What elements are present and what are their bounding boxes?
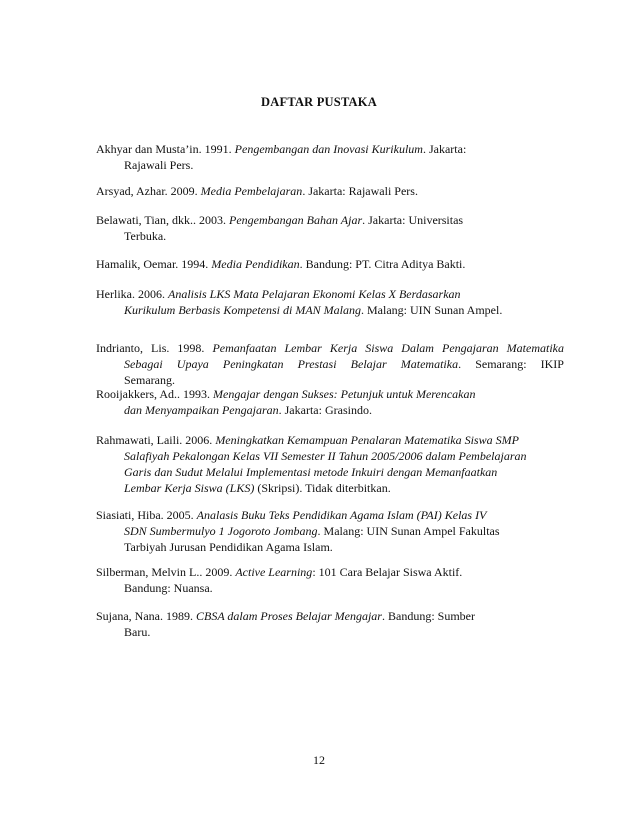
reference-entry: Herlika. 2006. Analisis LKS Mata Pelajaran Ekonomi Kelas X Berdasarkan Kurikulum Berbasis Kompetensi di MAN Malang. Malang: UIN Sunan Ampel. [96,287,503,317]
reference-entry: Belawati, Tian, dkk.. 2003. Pengembangan Bahan Ajar. Jakarta: Universitas Terbuka. [96,213,464,243]
reference-entry: Rahmawati, Laili. 2006. Meningkatkan Kemampuan Penalaran Matematika Siswa SMP Salafiyah Pekalongan Kelas VII Semester II Tahun 2005/2006 dalam Pembelajaran Garis dan Sudut Melalui Implementasi metode Inkuiri dengan Memanfaatkan Lembar Kerja Siswa (LKS) (Skripsi). Tidak diterbitkan. [96,433,527,495]
page-title: DAFTAR PUSTAKA [261,95,377,109]
reference-entry: Hamalik, Oemar. 1994. Media Pendidikan. Bandung: PT. Citra Aditya Bakti. [96,257,466,271]
page-number: 12 [313,753,325,767]
reference-entry: Arsyad, Azhar. 2009. Media Pembelajaran. Jakarta: Rajawali Pers. [96,184,418,198]
reference-entry: Rooijakkers, Ad.. 1993. Mengajar dengan Sukses: Petunjuk untuk Merencakan dan Menyampaikan Pengajaran. Jakarta: Grasindo. [96,387,476,417]
reference-entry: Silberman, Melvin L.. 2009. Active Learning: 101 Cara Belajar Siswa Aktif. Bandung: Nuansa. [96,565,463,595]
reference-entry: Indrianto, Lis. 1998. Pemanfaatan Lembar Kerja Siswa Dalam Pengajaran Matematika Sebagai Upaya Peningkatan Prestasi Belajar Matematika. Semarang: IKIP Semarang. [96,341,565,387]
reference-entry: Akhyar dan Musta’in. 1991. Pengembangan dan Inovasi Kurikulum. Jakarta: Rajawali Pers. [96,142,467,172]
reference-entry: Sujana, Nana. 1989. CBSA dalam Proses Belajar Mengajar. Bandung: Sumber Baru. [96,609,475,639]
reference-entry: Siasiati, Hiba. 2005. Analasis Buku Teks Pendidikan Agama Islam (PAI) Kelas IV SDN Sumbermulyo 1 Jogoroto Jombang. Malang: UIN Sunan Ampel Fakultas Tarbiyah Jurusan Pendidikan Agama Islam. [96,508,500,554]
